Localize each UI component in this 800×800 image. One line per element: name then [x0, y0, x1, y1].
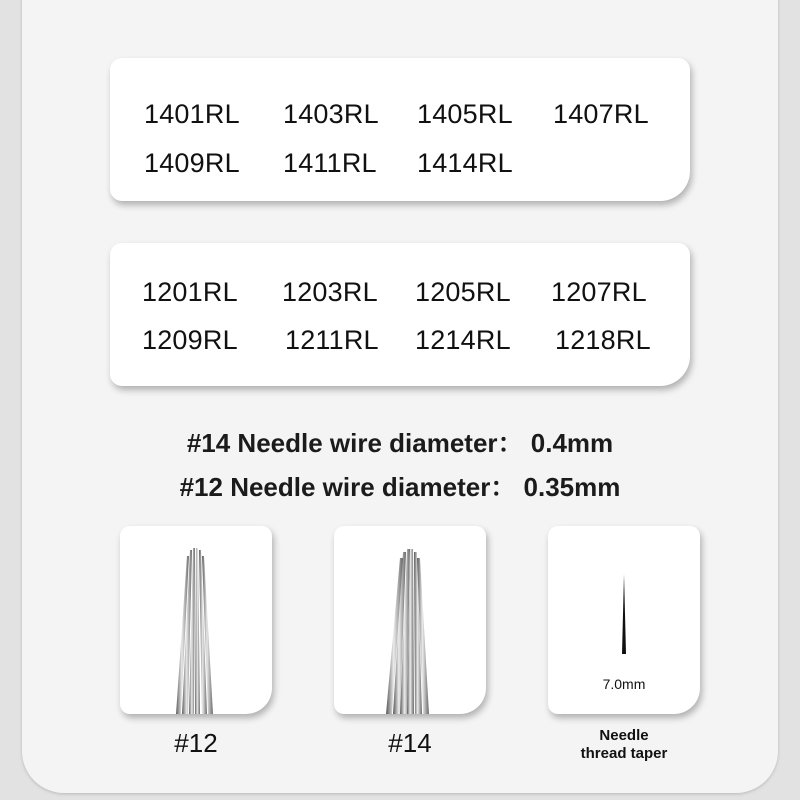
model-code: 1407RL [553, 99, 649, 129]
needle-12-image [120, 526, 272, 714]
model-code: 1203RL [282, 277, 378, 307]
model-code: 1405RL [417, 99, 513, 129]
model-code: 1218RL [555, 325, 651, 355]
series-14-card [110, 58, 690, 201]
needle-14-icon [334, 526, 486, 714]
model-code: 1214RL [415, 325, 511, 355]
spec-line-14: #14 Needle wire diameter： 0.4mm [186, 428, 614, 458]
needle-14-caption: #14 [388, 728, 432, 758]
taper-caption-line2: thread taper [580, 745, 668, 762]
model-code: 1401RL [144, 99, 240, 129]
spec-line-12: #12 Needle wire diameter： 0.35mm [179, 472, 621, 502]
taper-image [548, 526, 700, 714]
needle-12-icon [120, 526, 272, 714]
model-code: 1209RL [142, 325, 238, 355]
taper-caption-line1: Needle [599, 727, 649, 744]
model-code: 1211RL [285, 325, 379, 355]
taper-length: 7.0mm [602, 676, 646, 692]
model-code: 1207RL [551, 277, 647, 307]
model-code: 1414RL [417, 148, 513, 178]
model-code: 1403RL [283, 99, 379, 129]
model-code: 1205RL [415, 277, 511, 307]
needle-14-image [334, 526, 486, 714]
model-code: 1411RL [283, 148, 377, 178]
model-code: 1201RL [142, 277, 238, 307]
series-12-card [110, 243, 690, 386]
needle-12-caption: #12 [174, 728, 218, 758]
model-code: 1409RL [144, 148, 240, 178]
